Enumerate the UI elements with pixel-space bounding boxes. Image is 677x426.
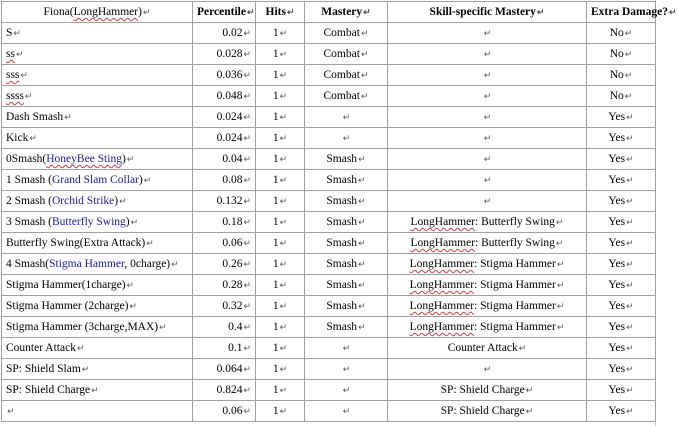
- cell-extra-damage: Yes↵: [587, 275, 656, 296]
- cell-mastery: Combat↵: [305, 86, 388, 107]
- cell-extra-damage: Yes↵: [587, 128, 656, 149]
- fiona-damage-table: [1, 1, 677, 422]
- hits-value: 1: [272, 90, 279, 102]
- cell-skill-mastery: SP: Shield Charge↵: [388, 401, 587, 422]
- cell-skill-mastery: ↵: [388, 170, 587, 191]
- cell-hits: 1↵: [256, 44, 305, 65]
- cell-attack-name: ssss↵: [2, 86, 193, 107]
- hits-value: 1: [272, 300, 279, 312]
- table-row: [2, 44, 656, 65]
- header-hits: Hits↵: [256, 2, 305, 23]
- header-extra-damage-text: Extra Damage?: [591, 6, 668, 18]
- cell-percentile: 0.04↵: [193, 149, 256, 170]
- extra-damage-value: Yes: [608, 258, 626, 270]
- extra-damage-value: Yes: [608, 279, 626, 291]
- hits-value: 1: [272, 363, 279, 375]
- hits-value: 1: [272, 48, 279, 60]
- attack-skill-link: Grand Slam Collar: [52, 174, 139, 186]
- cell-attack-name: 0Smash(HoneyBee Sting)↵: [2, 149, 193, 170]
- cell-extra-damage: Yes↵: [587, 107, 656, 128]
- header-skill-mastery-text: Skill-specific Mastery: [429, 6, 536, 18]
- extra-damage-value: Yes: [608, 405, 626, 417]
- cell-hits: 1↵: [256, 107, 305, 128]
- cell-skill-mastery: LongHammer: Stigma Hammer↵: [388, 296, 587, 317]
- percentile-value: 0.28: [222, 279, 243, 291]
- table-row: [2, 191, 656, 212]
- cell-percentile: 0.064↵: [193, 359, 256, 380]
- header-name-prefix: Fiona(: [43, 6, 74, 18]
- cell-attack-name: ss↵: [2, 44, 193, 65]
- mastery-value: Smash: [326, 195, 358, 207]
- cell-mastery: ↵: [305, 380, 388, 401]
- table-row: [2, 233, 656, 254]
- skill-mastery-value: : Stigma Hammer: [474, 258, 556, 270]
- cell-percentile: 0.08↵: [193, 170, 256, 191]
- cell-extra-damage: Yes↵: [587, 401, 656, 422]
- cell-hits: 1↵: [256, 149, 305, 170]
- cell-skill-mastery: ↵: [388, 107, 587, 128]
- cell-mastery: ↵: [305, 338, 388, 359]
- cell-hits: 1↵: [256, 170, 305, 191]
- extra-damage-value: Yes: [608, 342, 626, 354]
- cell-skill-mastery: ↵: [388, 44, 587, 65]
- attack-name-text-2: ): [138, 174, 143, 186]
- attack-name-text: SP: Shield Slam: [6, 363, 81, 375]
- header-name-weapon: LongHammer: [73, 6, 139, 18]
- attack-name-text: S: [6, 27, 13, 39]
- percentile-value: 0.32: [222, 300, 243, 312]
- cell-percentile: 0.824↵: [193, 380, 256, 401]
- header-name: Fiona(LongHammer)↵: [2, 2, 193, 23]
- hits-value: 1: [272, 69, 279, 81]
- attack-name-text: Stigma Hammer(1charge): [6, 279, 126, 291]
- cell-extra-damage: No↵: [587, 44, 656, 65]
- cell-hits: 1↵: [256, 254, 305, 275]
- table-row: [2, 338, 656, 359]
- skill-mastery-value: Counter Attack: [447, 342, 518, 354]
- cell-hits: 1↵: [256, 212, 305, 233]
- hits-value: 1: [272, 216, 279, 228]
- percentile-value: 0.08: [222, 174, 243, 186]
- skill-mastery-weapon: LongHammer: [410, 216, 476, 228]
- cell-extra-damage: Yes↵: [587, 254, 656, 275]
- hits-value: 1: [272, 111, 279, 123]
- percentile-value: 0.036: [216, 69, 243, 81]
- percentile-value: 0.02: [222, 27, 243, 39]
- attack-name-text: 1 Smash (: [6, 174, 52, 186]
- attack-name-flagged: HoneyBee Sting: [46, 153, 122, 165]
- table-row: [2, 317, 656, 338]
- cell-skill-mastery: ↵: [388, 65, 587, 86]
- cell-mastery: Smash↵: [305, 149, 388, 170]
- attack-name-text-2: , 0charge): [124, 258, 171, 270]
- cell-skill-mastery: LongHammer: Stigma Hammer↵: [388, 275, 587, 296]
- skill-mastery-weapon: LongHammer: [409, 300, 475, 312]
- cell-mastery: ↵: [305, 359, 388, 380]
- skill-mastery-value: SP: Shield Charge: [440, 405, 525, 417]
- table-body: [2, 23, 656, 422]
- extra-damage-value: Yes: [608, 321, 626, 333]
- cell-skill-mastery: LongHammer: Stigma Hammer↵: [388, 254, 587, 275]
- table-row: [2, 212, 656, 233]
- extra-damage-value: Yes: [608, 195, 626, 207]
- percentile-value: 0.024: [216, 132, 243, 144]
- cell-percentile: 0.036↵: [193, 65, 256, 86]
- cell-percentile: 0.024↵: [193, 107, 256, 128]
- skill-mastery-value: SP: Shield Charge: [440, 384, 525, 396]
- cell-mastery: ↵: [305, 401, 388, 422]
- cell-hits: 1↵: [256, 401, 305, 422]
- hits-value: 1: [272, 342, 279, 354]
- skill-mastery-value: : Butterfly Swing: [475, 216, 555, 228]
- cell-skill-mastery: LongHammer: Butterfly Swing↵: [388, 212, 587, 233]
- attack-name-text: Counter Attack: [6, 342, 76, 354]
- cell-extra-damage: Yes↵: [587, 233, 656, 254]
- skill-mastery-weapon: LongHammer: [410, 237, 476, 249]
- attack-skill-link: Stigma Hammer: [49, 258, 125, 270]
- table-row: [2, 128, 656, 149]
- attack-name-text: Dash Smash: [6, 111, 64, 123]
- cell-mastery: Combat↵: [305, 65, 388, 86]
- cell-mastery: Smash↵: [305, 170, 388, 191]
- attack-name-text: Kick: [6, 132, 29, 144]
- percentile-value: 0.06: [222, 405, 243, 417]
- cell-percentile: 0.1↵: [193, 338, 256, 359]
- table-row: [2, 149, 656, 170]
- skill-mastery-value: : Stigma Hammer: [474, 300, 556, 312]
- table-row: [2, 380, 656, 401]
- percentile-value: 0.1: [228, 342, 243, 354]
- cell-hits: 1↵: [256, 338, 305, 359]
- hits-value: 1: [272, 237, 279, 249]
- extra-damage-value: Yes: [608, 384, 626, 396]
- cell-mastery: Smash↵: [305, 212, 388, 233]
- hits-value: 1: [272, 153, 279, 165]
- percentile-value: 0.048: [216, 90, 243, 102]
- mastery-value: Smash: [326, 258, 358, 270]
- hits-value: 1: [272, 279, 279, 291]
- attack-name-text: Butterfly Swing(Extra Attack): [6, 237, 146, 249]
- cell-percentile: 0.132↵: [193, 191, 256, 212]
- cell-attack-name: Dash Smash↵: [2, 107, 193, 128]
- extra-damage-value: No: [609, 27, 624, 39]
- table-row: [2, 65, 656, 86]
- cell-attack-name: 3 Smash (Butterfly Swing)↵: [2, 212, 193, 233]
- cell-hits: 1↵: [256, 86, 305, 107]
- cell-attack-name: S↵: [2, 23, 193, 44]
- header-row: [2, 2, 656, 23]
- percentile-value: 0.04: [222, 153, 243, 165]
- cell-extra-damage: No↵: [587, 65, 656, 86]
- cell-mastery: ↵: [305, 128, 388, 149]
- cell-extra-damage: Yes↵: [587, 359, 656, 380]
- cell-percentile: 0.06↵: [193, 233, 256, 254]
- table-row: [2, 359, 656, 380]
- cell-percentile: 0.26↵: [193, 254, 256, 275]
- table-row: [2, 170, 656, 191]
- mastery-value: Combat: [323, 69, 360, 81]
- extra-damage-value: Yes: [608, 153, 626, 165]
- percentile-value: 0.132: [216, 195, 243, 207]
- cell-percentile: 0.02↵: [193, 23, 256, 44]
- cell-attack-name: Kick↵: [2, 128, 193, 149]
- table-row: [2, 254, 656, 275]
- extra-damage-value: Yes: [608, 363, 626, 375]
- cell-extra-damage: Yes↵: [587, 191, 656, 212]
- cell-extra-damage: Yes↵: [587, 317, 656, 338]
- cell-hits: 1↵: [256, 296, 305, 317]
- cell-skill-mastery: LongHammer: Butterfly Swing↵: [388, 233, 587, 254]
- cell-attack-name: Counter Attack↵: [2, 338, 193, 359]
- attack-name-text: 2 Smash (: [6, 195, 52, 207]
- cell-mastery: Combat↵: [305, 23, 388, 44]
- percentile-value: 0.024: [216, 111, 243, 123]
- cell-skill-mastery: ↵: [388, 191, 587, 212]
- attack-name-flagged: ss: [6, 48, 15, 60]
- attack-skill-link: Butterfly Swing: [52, 216, 126, 228]
- cell-mastery: Smash↵: [305, 233, 388, 254]
- skill-mastery-weapon: LongHammer: [409, 258, 475, 270]
- hits-value: 1: [272, 195, 279, 207]
- cell-extra-damage: Yes↵: [587, 149, 656, 170]
- attack-name-text: 0Smash(: [6, 153, 47, 165]
- cell-extra-damage: No↵: [587, 86, 656, 107]
- cell-attack-name: 4 Smash(Stigma Hammer, 0charge)↵: [2, 254, 193, 275]
- table-row: [2, 107, 656, 128]
- cell-hits: 1↵: [256, 359, 305, 380]
- mastery-value: Combat: [323, 48, 360, 60]
- extra-damage-value: Yes: [608, 237, 626, 249]
- percentile-value: 0.824: [216, 384, 243, 396]
- cell-attack-name: 2 Smash (Orchid Strike)↵: [2, 191, 193, 212]
- cell-skill-mastery: Counter Attack↵: [388, 338, 587, 359]
- percentile-value: 0.4: [228, 321, 243, 333]
- hits-value: 1: [272, 174, 279, 186]
- header-percentile: Percentile↵: [193, 2, 256, 23]
- hits-value: 1: [272, 384, 279, 396]
- cell-percentile: 0.06↵: [193, 401, 256, 422]
- extra-damage-value: Yes: [608, 132, 626, 144]
- mastery-value: Smash: [326, 216, 358, 228]
- hits-value: 1: [272, 132, 279, 144]
- header-percentile-text: Percentile: [197, 6, 246, 18]
- attack-name-text: SP: Shield Charge: [6, 384, 91, 396]
- table-row: [2, 296, 656, 317]
- extra-damage-value: Yes: [608, 300, 626, 312]
- extra-damage-value: Yes: [608, 174, 626, 186]
- cell-mastery: Smash↵: [305, 317, 388, 338]
- cell-attack-name: SP: Shield Charge↵: [2, 380, 193, 401]
- mastery-value: Combat: [323, 90, 360, 102]
- extra-damage-value: No: [609, 90, 624, 102]
- hits-value: 1: [272, 321, 279, 333]
- cell-attack-name: Stigma Hammer (3charge,MAX)↵: [2, 317, 193, 338]
- cell-mastery: Combat↵: [305, 44, 388, 65]
- hits-value: 1: [272, 405, 279, 417]
- header-extra-damage: Extra Damage?↵: [587, 2, 656, 23]
- attack-name-text: 4 Smash(: [6, 258, 50, 270]
- cell-attack-name: ↵: [2, 401, 193, 422]
- attack-name-text-3: ): [121, 153, 126, 165]
- extra-damage-value: Yes: [608, 111, 626, 123]
- cell-attack-name: 1 Smash (Grand Slam Collar)↵: [2, 170, 193, 191]
- cell-extra-damage: No↵: [587, 23, 656, 44]
- cell-percentile: 0.32↵: [193, 296, 256, 317]
- attack-name-flagged: ssss: [6, 90, 24, 102]
- cell-percentile: 0.048↵: [193, 86, 256, 107]
- cell-hits: 1↵: [256, 23, 305, 44]
- cell-extra-damage: Yes↵: [587, 296, 656, 317]
- cell-percentile: 0.28↵: [193, 275, 256, 296]
- cell-extra-damage: Yes↵: [587, 170, 656, 191]
- cell-mastery: Smash↵: [305, 296, 388, 317]
- percentile-value: 0.06: [222, 237, 243, 249]
- table-row: [2, 86, 656, 107]
- header-mastery-text: Mastery: [321, 6, 363, 18]
- cell-skill-mastery: ↵: [388, 359, 587, 380]
- cell-extra-damage: Yes↵: [587, 380, 656, 401]
- table-row: [2, 275, 656, 296]
- cell-hits: 1↵: [256, 317, 305, 338]
- cell-attack-name: Stigma Hammer(1charge)↵: [2, 275, 193, 296]
- cell-skill-mastery: SP: Shield Charge↵: [388, 380, 587, 401]
- attack-name-text-2: ): [125, 216, 130, 228]
- header-name-suffix: ): [138, 6, 142, 18]
- cell-mastery: ↵: [305, 107, 388, 128]
- mastery-value: Combat: [323, 27, 360, 39]
- cell-hits: 1↵: [256, 128, 305, 149]
- extra-damage-value: No: [609, 69, 624, 81]
- cell-skill-mastery: LongHammer: Stigma Hammer↵: [388, 317, 587, 338]
- attack-skill-link: Orchid Strike: [52, 195, 115, 207]
- table-row: [2, 401, 656, 422]
- cell-mastery: Smash↵: [305, 191, 388, 212]
- mastery-value: Smash: [326, 279, 358, 291]
- mastery-value: Smash: [326, 300, 358, 312]
- header-skill-mastery: Skill-specific Mastery↵: [388, 2, 587, 23]
- attack-name-text-2: ): [114, 195, 119, 207]
- cell-extra-damage: Yes↵: [587, 338, 656, 359]
- cell-attack-name: Butterfly Swing(Extra Attack)↵: [2, 233, 193, 254]
- cell-percentile: 0.028↵: [193, 44, 256, 65]
- cell-mastery: Smash↵: [305, 254, 388, 275]
- cell-skill-mastery: ↵: [388, 23, 587, 44]
- attack-name-flagged: sss: [6, 69, 20, 81]
- attack-name-text: 3 Smash (: [6, 216, 52, 228]
- cell-percentile: 0.024↵: [193, 128, 256, 149]
- cell-skill-mastery: ↵: [388, 128, 587, 149]
- skill-mastery-weapon: LongHammer: [409, 321, 475, 333]
- cell-mastery: Smash↵: [305, 275, 388, 296]
- header-mastery: Mastery↵: [305, 2, 388, 23]
- cell-attack-name: sss↵: [2, 65, 193, 86]
- cell-extra-damage: Yes↵: [587, 212, 656, 233]
- cell-hits: 1↵: [256, 233, 305, 254]
- percentile-value: 0.26: [222, 258, 243, 270]
- cell-hits: 1↵: [256, 65, 305, 86]
- extra-damage-value: No: [609, 48, 624, 60]
- skill-mastery-value: : Stigma Hammer: [474, 321, 556, 333]
- mastery-value: Smash: [326, 237, 358, 249]
- extra-damage-value: Yes: [608, 216, 626, 228]
- cell-hits: 1↵: [256, 275, 305, 296]
- skill-mastery-weapon: LongHammer: [409, 279, 475, 291]
- percentile-value: 0.028: [216, 48, 243, 60]
- percentile-value: 0.18: [222, 216, 243, 228]
- table-row: [2, 23, 656, 44]
- percentile-value: 0.064: [216, 363, 243, 375]
- hits-value: 1: [272, 258, 279, 270]
- skill-mastery-value: : Butterfly Swing: [475, 237, 555, 249]
- mastery-value: Smash: [326, 174, 358, 186]
- cell-hits: 1↵: [256, 191, 305, 212]
- header-hits-text: Hits: [265, 6, 286, 18]
- cell-attack-name: SP: Shield Slam↵: [2, 359, 193, 380]
- mastery-value: Smash: [326, 153, 358, 165]
- attack-name-text: Stigma Hammer (3charge,MAX): [6, 321, 159, 333]
- cell-percentile: 0.4↵: [193, 317, 256, 338]
- cell-attack-name: Stigma Hammer (2charge)↵: [2, 296, 193, 317]
- cell-hits: 1↵: [256, 380, 305, 401]
- cell-percentile: 0.18↵: [193, 212, 256, 233]
- mastery-value: Smash: [326, 321, 358, 333]
- cell-skill-mastery: ↵: [388, 86, 587, 107]
- hits-value: 1: [272, 27, 279, 39]
- attack-name-text: Stigma Hammer (2charge): [6, 300, 129, 312]
- skill-mastery-value: : Stigma Hammer: [474, 279, 556, 291]
- cell-skill-mastery: ↵: [388, 149, 587, 170]
